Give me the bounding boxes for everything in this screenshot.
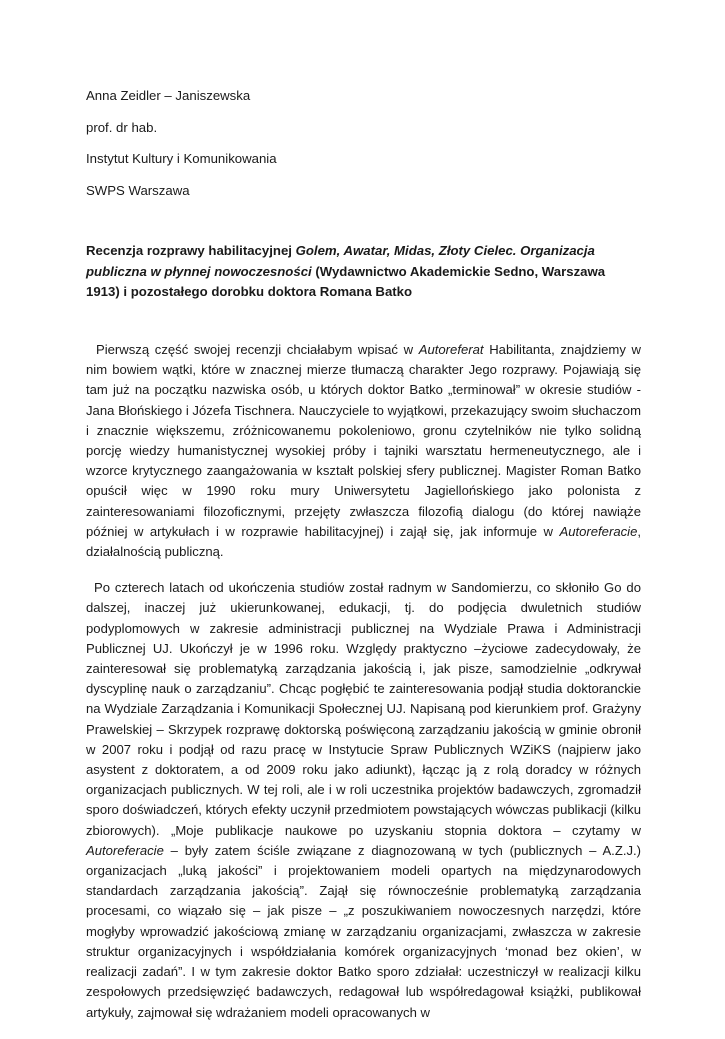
- author-university: SWPS Warszawa: [86, 182, 190, 198]
- review-title: [86, 241, 642, 303]
- author-header: [86, 88, 646, 214]
- paragraph-2: [86, 578, 641, 1022]
- book-title: Golem, Awatar, Midas, Złoty Cielec. Organizacja publiczna w płynnej nowoczesności: [86, 243, 595, 279]
- paragraph-1-italic-b: Autoreferacie: [559, 523, 638, 539]
- paragraph-1-text-c: , działalnością publiczną.: [86, 523, 641, 560]
- review-body: [86, 340, 641, 1039]
- paragraph-1-text-b: Habilitanta, znajdziemy w nim bowiem wątki, które w znacznej mierze tłumaczą charakter Jego rozprawy. Pojawiają się tam już na początku nazwiska osób, u których doktor Batko „terminował” w okresie studiów - Jana Błońskiego i Józefa Tischnera. Nauczyciele to wyjątkowi, przekazujący swoim słuchaczom i znacznie większemu, zróżnicowanemu pokoleniowo, gronu czytelników nie tylko solidną porcję wiedzy humanistycznej wysokiej próby i tajniki warsztatu hermeneutycznego, ale i wzorce krytycznego zaangażowania w kształt polskiej sfery publicznej. Magister Roman Batko opuścił więc w 1990 roku mury Uniwersytetu Jagiellońskiego jako polonista z zainteresowaniami filozoficznymi, przejęty zwłaszcza filozofią dialogu (do której nawiąże później w artykułach i w rozprawie habilitacyjnej) i zajął się, jak informuje w: [86, 342, 641, 539]
- title-prefix: Recenzja rozprawy habilitacyjnej: [86, 243, 296, 258]
- paragraph-1-italic-a: Autoreferat: [418, 342, 484, 357]
- paragraph-1-text-a: Pierwszą część swojej recenzji chciałabym wpisać w: [96, 342, 419, 357]
- paragraph-2-italic-a: Autoreferacie: [86, 842, 164, 858]
- title-suffix: (Wydawnictwo Akademickie Sedno, Warszawa 1913) i pozostałego dorobku doktora Romana Batko: [86, 263, 606, 299]
- paragraph-2-text-b: – były zatem ściśle związane z diagnozowaną w tych (publicznych – A.Z.J.) organizacjach „luką jakości” i projektowaniem modeli opartych na międzynarodowych standardach zarządzania jakością”. Zajął się równocześnie problematyką zarządzania procesami, co wiązało się – jak pisze – „z poszukiwaniem nowoczesnych narzędzi, które mogłyby wprowadzić jakościową zmianę w zarządzaniu organizacjami, zwłaszcza w zakresie struktur organizacyjnych i współdziałania komórek organizacyjnych ‘monad bez okien’, w realizacji zadań”. I w tym zakresie doktor Batko sporo zdziałał: uczestniczył w realizacji kilku zespołowych przedsięwzięć badawczych, redagował lub współredagował książki, publikował artykuły, zajmował się wdrażaniem modeli opracowanych w: [86, 842, 641, 1020]
- paragraph-1: [86, 340, 641, 562]
- author-name: Anna Zeidler – Janiszewska: [86, 88, 251, 103]
- paragraph-2-text-a: Po czterech latach od ukończenia studiów został radnym w Sandomierzu, co skłoniło Go do dalszej, inaczej już ukierunkowanej, edukacji, tj. do podjęcia dwuletnich studiów podyplomowych w zakresie administracji publicznej na Wydziale Prawa i Administracji Publicznej UJ. Ukończył je w 1996 roku. Względy praktyczno –życiowe zadecydowały, że zainteresował się problematyką zarządzania jakością i, jak pisze, samodzielnie „odkrywał dyscyplinę nauk o zarządzaniu”. Chcąc pogłębić te zainteresowania podjął studia doktoranckie na Wydziale Zarządzania i Komunikacji Społecznej UJ. Napisaną pod kierunkiem prof. Grażyny Prawelskiej – Skrzypek rozprawę doktorską poświęconą zarządzaniu jakością w gminie obronił w 2007 roku i podjął od razu pracę w Instytucie Spraw Publicznych WZiKS (najpierw jako asystent z doktoratem, a od 2009 roku jako adiunkt), łącząc ją z rolą doradcy w różnych organizacjach publicznych. W tej roli, ale i w roli uczestnika projektów badawczych, zgromadził sporo doświadczeń, których efekty uczynił przedmiotem powstających wówczas publikacji (kilku zbiorowych). „Moje publikacje naukowe po uzyskaniu stopnia doktora – czytamy w: [86, 580, 641, 838]
- author-institute: Instytut Kultury i Komunikowania: [86, 151, 277, 166]
- author-degree: prof. dr hab.: [86, 119, 158, 135]
